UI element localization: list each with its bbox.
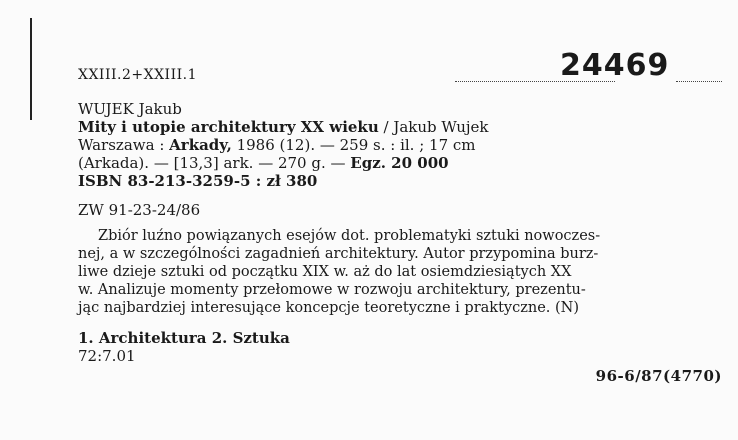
series-sheets: (Arkada). — [13,3] ark. — 270 g. — xyxy=(78,154,351,172)
subject-headings: 1. Architektura 2. Sztuka xyxy=(78,329,290,347)
udc-number: 72:7.01 xyxy=(78,347,136,365)
statement-of-responsibility: / Jakub Wujek xyxy=(378,118,489,136)
date-extent: 1986 (12). — 259 s. : il. ; 17 cm xyxy=(231,136,476,154)
copies: Egz. 20 000 xyxy=(350,154,449,172)
author-heading: WUJEK Jakub xyxy=(78,100,182,118)
abstract-line: jąc najbardziej interesujące koncepcje teoretyczne i praktyczne. (N) xyxy=(78,300,579,316)
abstract-line: Zbiór luźno powiązanych esejów dot. problematyki sztuki nowoczes- xyxy=(98,228,601,244)
abstract-line: nej, a w szczególności zagadnień architektury. Autor przypomina burz- xyxy=(78,246,599,262)
abstract-line: liwe dzieje sztuki od początku XIX w. aż do lat osiemdziesiątych XX xyxy=(78,264,572,280)
isbn-line: ISBN 83-213-3259-5 : zł 380 xyxy=(78,172,318,190)
title: Mity i utopie architektury XX wieku xyxy=(78,118,379,136)
classification-code: XXIII.2+XXIII.1 xyxy=(78,67,197,83)
card-edge-line xyxy=(30,18,32,120)
imprint-line-2 xyxy=(78,155,449,172)
abstract-line: w. Analizuje momenty przełomowe w rozwoju architektury, prezentu- xyxy=(78,282,586,298)
title-line xyxy=(78,119,489,136)
zw-number: ZW 91-23-24/86 xyxy=(78,201,201,219)
publisher: Arkady, xyxy=(169,136,232,154)
bibliography-number: 96-6/87(4770) xyxy=(595,367,722,385)
accession-number: 24469 xyxy=(560,48,670,83)
imprint-line-1 xyxy=(78,137,476,154)
leader-dots-right xyxy=(676,81,722,82)
place: Warszawa : xyxy=(78,136,170,154)
